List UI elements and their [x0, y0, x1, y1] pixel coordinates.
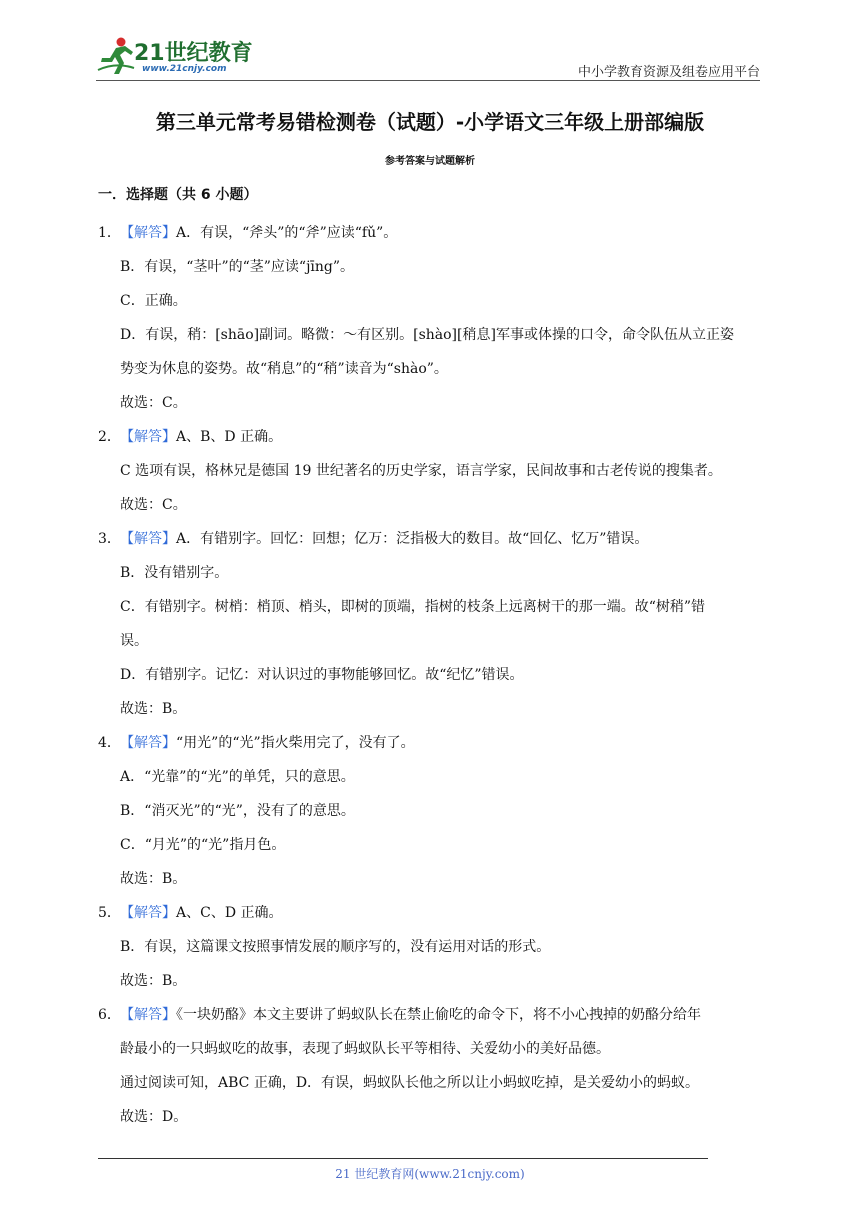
answer-line: D．有误，稍：[shāo]副词。略微：～有区别。[shào][稍息]军事或体操的口令，命令队伍从立正姿	[120, 327, 734, 343]
answer-text: A、B、D 正确。	[176, 429, 283, 445]
runner-logo-icon	[96, 36, 136, 76]
answer-line: 故选：B。	[120, 701, 187, 717]
answer-line: A．“光靠”的“光”的单凭，只的意思。	[120, 769, 355, 785]
answer-line: 故选：C。	[120, 395, 187, 411]
answer-line: C．“月光”的“光”指月色。	[120, 837, 286, 853]
question-number: 2．	[98, 429, 121, 445]
answer-line: 故选：B。	[120, 871, 187, 887]
answer-line: C．正确。	[120, 293, 187, 309]
answer-tag: 【解答】	[120, 531, 176, 547]
question-1	[98, 216, 774, 250]
question-number: 1．	[98, 225, 121, 241]
answer-tag: 【解答】	[120, 225, 176, 241]
answer-line: 势变为休息的姿势。故“稍息”的“稍”读音为“shào”。	[120, 361, 448, 377]
page-header	[96, 30, 760, 82]
section-heading: 一．选择题（共 6 小题）	[98, 187, 258, 203]
question-number: 3．	[98, 531, 121, 547]
answer-line: B．没有错别字。	[120, 565, 229, 581]
question-number: 6．	[98, 1007, 121, 1023]
answer-text: A．有误，“斧头”的“斧”应读“fǔ”。	[176, 225, 398, 241]
question-4	[98, 726, 774, 760]
logo-text: 21世纪教育	[134, 41, 253, 66]
page-title: 第三单元常考易错检测卷（试题）-小学语文三年级上册部编版	[155, 110, 705, 134]
answer-line: 误。	[120, 633, 148, 649]
answer-tag: 【解答】	[120, 905, 176, 921]
answer-line: 故选：B。	[120, 973, 187, 989]
answer-text: A、C、D 正确。	[176, 905, 283, 921]
answer-line: 龄最小的一只蚂蚁吃的故事，表现了蚂蚁队长平等相待、关爱幼小的美好品德。	[120, 1041, 610, 1057]
logo	[96, 34, 266, 78]
answer-line: D．有错别字。记忆：对认识过的事物能够回忆。故“纪忆”错误。	[120, 667, 524, 683]
platform-name: 中小学教育资源及组卷应用平台	[577, 65, 760, 80]
header-divider	[96, 80, 760, 81]
question-number: 4．	[98, 735, 121, 751]
answer-line: C 选项有误，格林兄是德国 19 世纪著名的历史学家，语言学家，民间故事和古老传说的搜集者。	[120, 463, 722, 479]
answer-line: 故选：D。	[120, 1109, 188, 1125]
question-number: 5．	[98, 905, 121, 921]
logo-url: www.21cnjy.com	[142, 64, 227, 74]
answer-line: 通过阅读可知，ABC 正确，D．有误，蚂蚁队长他之所以让小蚂蚁吃掉，是关爱幼小的蚂蚁。	[120, 1075, 700, 1091]
answer-tag: 【解答】	[120, 429, 176, 445]
answer-line: B．有误，这篇课文按照事情发展的顺序写的，没有运用对话的形式。	[120, 939, 551, 955]
answer-line: C．有错别字。树梢：梢顶、梢头，即树的顶端，指树的枝条上远离树干的那一端。故“树稍”错	[120, 599, 706, 615]
question-3	[98, 522, 774, 556]
answer-list	[98, 216, 774, 1134]
footer-divider	[98, 1158, 708, 1159]
answer-line: B．有误，“茎叶”的“茎”应读“jīng”。	[120, 259, 355, 275]
answer-text: “用光”的“光”指火柴用完了，没有了。	[176, 735, 415, 751]
answer-tag: 【解答】	[120, 1007, 176, 1023]
answer-line: B．“消灭光”的“光”，没有了的意思。	[120, 803, 355, 819]
answer-text: A．有错别字。回忆：回想；亿万：泛指极大的数目。故“回亿、忆万”错误。	[176, 531, 649, 547]
question-6	[98, 998, 774, 1032]
page-subtitle: 参考答案与试题解析	[385, 156, 475, 167]
answer-tag: 【解答】	[120, 735, 176, 751]
answer-line: 故选：C。	[120, 497, 187, 513]
question-2	[98, 420, 774, 454]
question-5	[98, 896, 774, 930]
answer-text: 《一块奶酪》本文主要讲了蚂蚁队长在禁止偷吃的命令下，将不小心拽掉的奶酪分给年	[176, 1007, 701, 1023]
footer-link[interactable]: 21 世纪教育网(www.21cnjy.com)	[335, 1167, 525, 1181]
